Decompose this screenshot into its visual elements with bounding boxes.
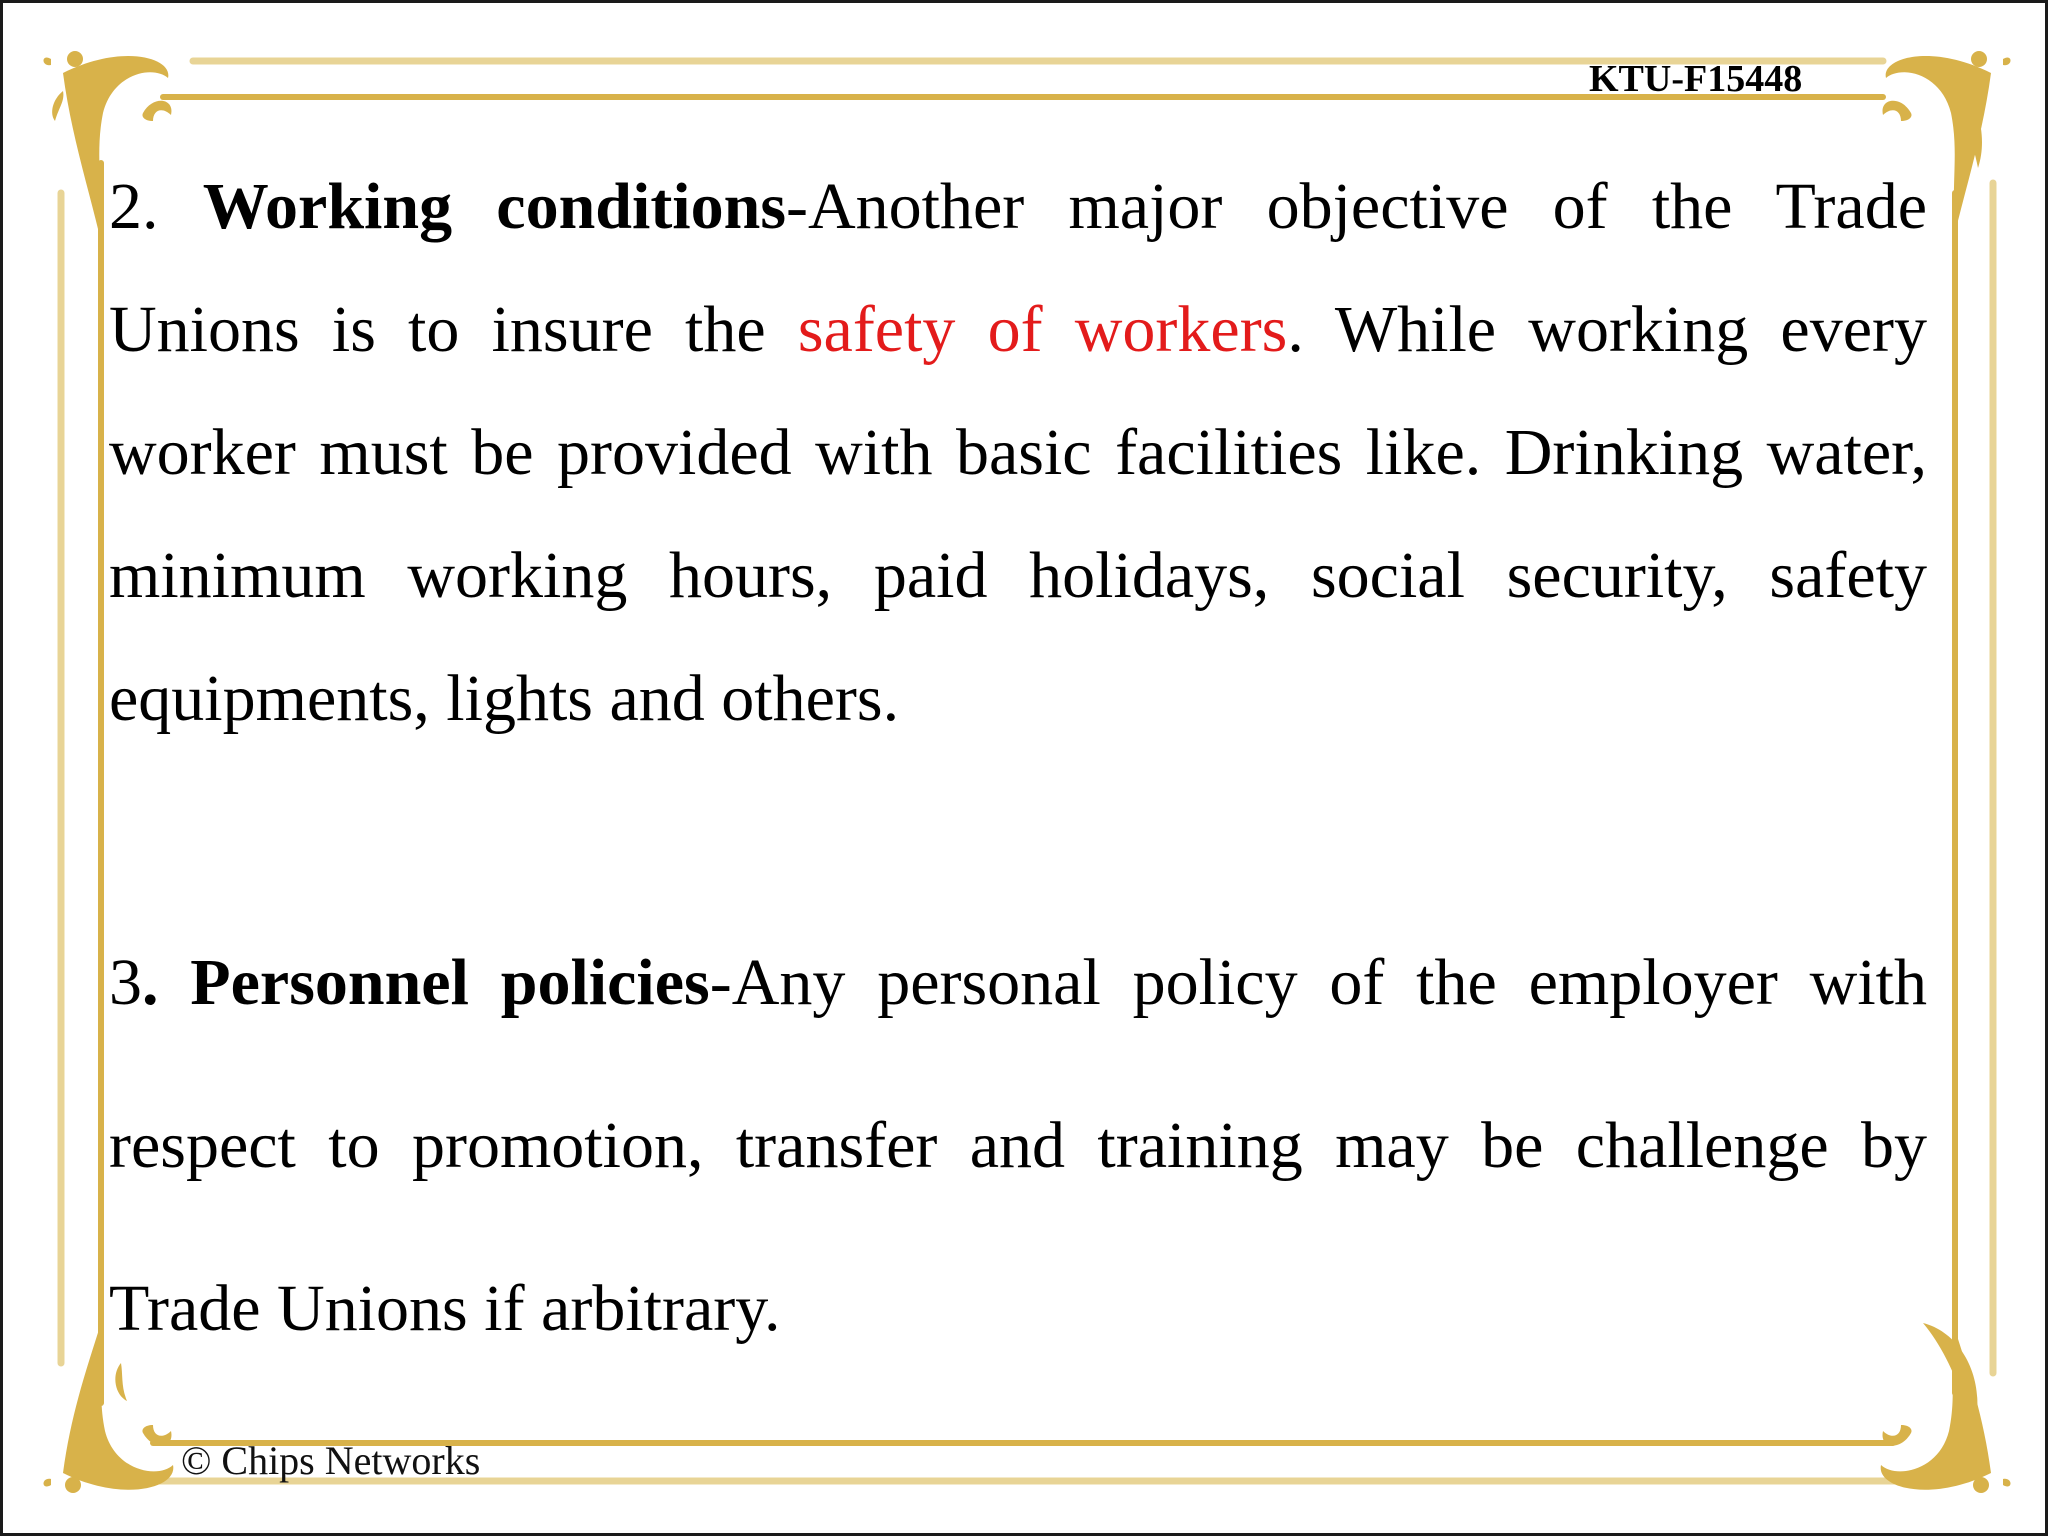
section-body-continued: . While working every worker must be provided with basic facilities like. Drinking water, minimum working hours, paid holidays, social security, safety equipments, lights and others. — [109, 293, 1927, 735]
document-id: KTU-F15448 — [1589, 58, 1803, 100]
section-working-conditions — [109, 145, 1927, 760]
section-number: 2. — [109, 170, 203, 243]
section-body: -Any personal policy of the employer with respect to promotion, transfer and training may be challenge by Trade Unions if arbitrary. — [109, 946, 1927, 1345]
section-body: -Another major objective of the Trade Unions is to insure the — [109, 170, 1928, 366]
section-title: Working conditions — [202, 170, 787, 243]
section-title: . Personnel policies — [142, 946, 710, 1019]
section-number: 3 — [109, 946, 142, 1019]
highlighted-phrase: safety of workers — [797, 293, 1288, 366]
copyright-notice: © Chips Networks — [181, 1438, 481, 1483]
section-personnel-policies — [109, 901, 1927, 1390]
